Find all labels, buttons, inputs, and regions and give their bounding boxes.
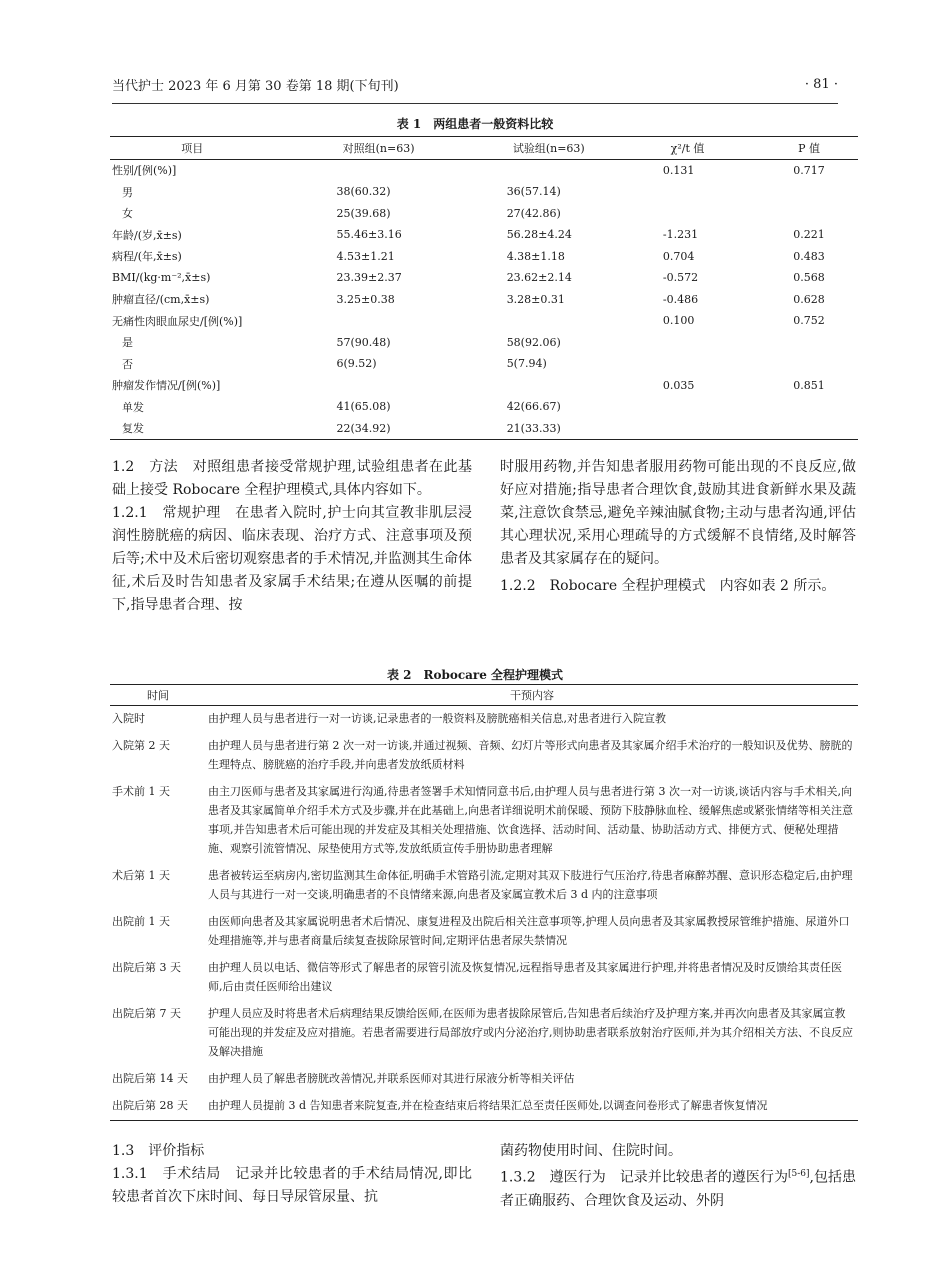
journal-info: 当代护士 2023 年 6 月第 30 卷第 18 期(下旬刊) <box>112 78 399 94</box>
table1-cell-stat: -0.486 <box>662 292 699 306</box>
table2-cell-time: 入院时 <box>112 712 145 725</box>
section-1-3-2-compliance <box>500 1163 856 1213</box>
table1-cell-test <box>483 159 615 181</box>
table1-cell-item: BMI/(kg·m⁻²,x̄±s) <box>112 271 211 285</box>
table2-header-row <box>110 685 858 706</box>
table1-row <box>110 396 858 418</box>
table1-row <box>110 418 858 440</box>
table1-cell-p: 0.483 <box>793 249 825 263</box>
table2-col-content: 干预内容 <box>206 685 858 706</box>
section-1-2-2-robocare: 1.2.2 Robocare 全程护理模式 内容如表 2 所示。 <box>500 578 836 594</box>
body-right-column-2 <box>500 1140 856 1213</box>
table1-row <box>110 289 858 311</box>
table1-row <box>110 332 858 354</box>
table1-row <box>110 267 858 289</box>
table1-col-test: 试验组(n=63) <box>483 137 615 160</box>
table1-cell-item: 是 <box>122 336 133 350</box>
table2-row <box>110 733 858 779</box>
table1-cell-control: 23.39±2.37 <box>336 271 402 285</box>
table1-cell-p <box>760 396 858 418</box>
table2-col-time: 时间 <box>110 685 206 706</box>
table2-cell-time: 入院第 2 天 <box>112 739 170 752</box>
table1-cell-test: 56.28±4.24 <box>506 228 572 242</box>
table1-cell-p <box>760 353 858 375</box>
table1-cell-test: 5(7.94) <box>506 357 547 371</box>
section-1-3-heading: 1.3 评价指标 <box>112 1143 205 1159</box>
table1-cell-item: 肿瘤发作情况/[例(%)] <box>112 379 221 393</box>
table1-cell-stat <box>615 353 760 375</box>
table1-cell-control: 55.46±3.16 <box>336 228 402 242</box>
compliance-text-a: 1.3.2 遵医行为 记录并比较患者的遵医行为 <box>500 1169 788 1186</box>
table2-row <box>110 1066 858 1093</box>
section-1-2-1-routine-care: 1.2.1 常规护理 在患者入院时,护士向其宣教非肌层浸润性膀胱癌的病因、临床表现、治疗方式、注意事项及预后等;术中及术后密切观察患者的手术情况,并监测其生命体征,术后及时告知患者及家属手术结果;在遵从医嘱的前提下,指导患者合理、按 <box>112 505 472 613</box>
table1-cell-stat <box>615 418 760 440</box>
table1-cell-stat <box>615 332 760 354</box>
table1-cell-stat <box>615 203 760 225</box>
table1 <box>110 136 858 440</box>
table2-row <box>110 909 858 955</box>
table1-row <box>110 224 858 246</box>
section-1-2-method: 1.2 方法 对照组患者接受常规护理,试验组患者在此基础上接受 Robocare 全程护理模式,具体内容如下。 <box>112 459 472 498</box>
table1-cell-stat: 0.035 <box>662 378 695 392</box>
table1-cell-control: 22(34.92) <box>275 418 483 440</box>
table1-cell-item: 年龄/(岁,x̄±s) <box>112 228 182 242</box>
table1-cell-test: 58(92.06) <box>506 335 561 349</box>
table1-cell-control: 41(65.08) <box>336 400 391 414</box>
table2-row <box>110 1001 858 1066</box>
table1-col-p: P 值 <box>760 137 858 160</box>
table1-cell-item: 否 <box>122 357 133 371</box>
table1-row <box>110 159 858 181</box>
surgical-outcome-continued: 菌药物使用时间、住院时间。 <box>500 1143 682 1159</box>
table1-cell-test <box>483 310 615 332</box>
table1-cell-test: 36(57.14) <box>506 185 561 199</box>
table2-cell-content: 由护理人员以电话、微信等形式了解患者的尿管引流及恢复情况,远程指导患者及其家属进行护理,并将患者情况及时反馈给其责任医师,后由责任医师给出建议 <box>208 961 842 993</box>
table1-cell-stat: 0.100 <box>662 314 695 328</box>
table1-cell-control: 6(9.52) <box>336 357 377 371</box>
table1-title: 表 1 两组患者一般资料比较 <box>396 117 554 131</box>
table1-cell-test: 21(33.33) <box>483 418 615 440</box>
table1-cell-control: 25(39.68) <box>336 206 391 220</box>
table1-cell-stat <box>615 396 760 418</box>
table1-cell-test: 42(66.67) <box>506 400 561 414</box>
header-rule <box>112 103 838 104</box>
table2-cell-content: 由护理人员与患者进行第 2 次一对一访谈,并通过视频、音频、幻灯片等形式向患者及其家属介绍手术治疗的一般知识及优势、膀胱的生理特点、膀胱癌的治疗手段,并向患者发放纸质材料 <box>208 739 853 771</box>
table1-cell-p <box>760 181 858 203</box>
table2-cell-content: 由护理人员了解患者膀胱改善情况,并联系医师对其进行尿液分析等相关评估 <box>208 1072 575 1085</box>
table1-row <box>110 203 858 225</box>
table2-cell-time: 出院后第 3 天 <box>112 961 181 974</box>
table1-cell-test: 23.62±2.14 <box>506 271 572 285</box>
table1-cell-item: 无痛性肉眼血尿史/[例(%)] <box>112 314 243 328</box>
table1-cell-p: 0.752 <box>793 314 825 328</box>
table1-cell-item: 性别/[例(%)] <box>112 164 177 178</box>
table1-row <box>110 181 858 203</box>
table1-header-row <box>110 137 858 160</box>
table1-cell-stat: 0.704 <box>662 249 695 263</box>
table1-row <box>110 375 858 397</box>
table1-cell-control: 3.25±0.38 <box>336 292 395 306</box>
table1-cell-p <box>760 332 858 354</box>
table1-cell-stat <box>615 181 760 203</box>
table2-cell-time: 出院前 1 天 <box>112 915 170 928</box>
citation-ref: [5-6] <box>787 1169 810 1179</box>
table2-cell-time: 出院后第 14 天 <box>112 1072 188 1085</box>
table2-cell-time: 术后第 1 天 <box>112 869 170 882</box>
table2-cell-content: 患者被转运至病房内,密切监测其生命体征,明确手术管路引流,定期对其双下肢进行气压治疗,待患者麻醉苏醒、意识形态稳定后,由护理人员与其进行一对一交谈,明确患者的不良情绪来源,向患者及家属宣教术后 3 d 内的注意事项 <box>208 869 853 901</box>
table1-cell-item: 女 <box>122 207 133 221</box>
table2-cell-content: 由医师向患者及其家属说明患者术后情况、康复进程及出院后相关注意事项等,护理人员向患者及其家属教授尿管维护措施、尿道外口处理措施等,并与患者商量后续复查拔除尿管时间,定期评估患者尿失禁情况 <box>208 915 850 947</box>
running-header <box>112 72 838 96</box>
table2-row <box>110 706 858 734</box>
table2-row <box>110 955 858 1001</box>
table1-cell-test: 27(42.86) <box>506 206 561 220</box>
page-number: · 81 · <box>804 76 838 92</box>
table1-cell-item: 单发 <box>122 400 144 414</box>
table1-cell-test: 3.28±0.31 <box>506 292 565 306</box>
routine-care-continued: 时服用药物,并告知患者服用药物可能出现的不良反应,做好应对措施;指导患者合理饮食,鼓励其进食新鲜水果及蔬菜,注意饮食禁忌,避免辛辣油腻食物;主动与患者沟通,评估其心理状况,采用心理疏导的方式缓解不良情绪,及时解答患者及其家属存在的疑问。 <box>500 459 856 567</box>
table1-cell-item: 病程/(年,x̄±s) <box>112 250 182 264</box>
body-right-column-1 <box>500 456 856 598</box>
table1-cell-p <box>760 203 858 225</box>
table1-cell-item: 男 <box>122 185 133 199</box>
table2-row <box>110 779 858 863</box>
table2-cell-time: 出院后第 28 天 <box>110 1093 206 1121</box>
table1-cell-control <box>275 375 483 397</box>
table1-cell-p: 0.717 <box>793 163 825 177</box>
table1-cell-stat: -0.572 <box>662 271 699 285</box>
table2-cell-time: 出院后第 7 天 <box>112 1007 181 1020</box>
table1-cell-p: 0.628 <box>793 292 825 306</box>
table1-cell-control: 38(60.32) <box>336 185 391 199</box>
table1-col-item: 项目 <box>110 137 275 160</box>
table2-row <box>110 863 858 909</box>
table1-cell-p <box>760 418 858 440</box>
table1-cell-p: 0.851 <box>793 378 825 392</box>
table1-cell-stat: 0.131 <box>662 163 695 177</box>
table1-cell-item: 肿瘤直径/(cm,x̄±s) <box>112 293 210 307</box>
table2-cell-time: 手术前 1 天 <box>112 785 170 798</box>
body-left-column-2 <box>112 1140 472 1209</box>
table1-cell-control: 4.53±1.21 <box>336 249 395 263</box>
table2-cell-content: 由主刀医师与患者及其家属进行沟通,待患者签署手术知情同意书后,由护理人员与患者进行第 3 次一对一访谈,谈话内容与手术相关,向患者及其家属简单介绍手术方式及步骤,并在此基础上,向患者详细说明术前保暖、预防下肢静脉血栓、缓解焦虑或紧张情绪等相关注意事项,并告知患者术后可能出现的并发症及其相关处理措施、饮食选择、活动时间、活动量、协助活动方式、排便方式、便秘处理措施、观察引流管情况、尿垫使用方式等,发放纸质宣传手册协助患者理解 <box>208 785 853 855</box>
table1-cell-item: 复发 <box>110 418 275 440</box>
table1-row <box>110 246 858 268</box>
table1-cell-control <box>275 310 483 332</box>
section-1-3-1-surgical-outcome: 1.3.1 手术结局 记录并比较患者的手术结局情况,即比较患者首次下床时间、每日导尿管尿量、抗 <box>112 1166 472 1205</box>
table1-cell-test: 4.38±1.18 <box>506 249 565 263</box>
table1-cell-control: 57(90.48) <box>336 335 391 349</box>
table2-row <box>110 1093 858 1121</box>
table2-cell-content: 由护理人员提前 3 d 告知患者来院复查,并在检查结束后将结果汇总至责任医师处,以调查问卷形式了解患者恢复情况 <box>206 1093 858 1121</box>
table1-row <box>110 353 858 375</box>
table1-cell-test <box>483 375 615 397</box>
table1-cell-p: 0.568 <box>793 271 825 285</box>
body-left-column-1 <box>112 456 472 617</box>
table1-cell-control <box>275 159 483 181</box>
table1-cell-p: 0.221 <box>793 228 825 242</box>
table1-col-stat: χ²/t 值 <box>615 137 760 160</box>
table1-col-control: 对照组(n=63) <box>275 137 483 160</box>
compliance-text-b: ,包括患者正确服药、合理饮食及运动、外阴 <box>500 1169 857 1209</box>
table1-cell-stat: -1.231 <box>662 228 699 242</box>
table2-cell-content: 由护理人员与患者进行一对一访谈,记录患者的一般资料及膀胱癌相关信息,对患者进行入院宣教 <box>208 712 666 725</box>
table2-cell-content: 护理人员应及时将患者术后病理结果反馈给医师,在医师为患者拔除尿管后,告知患者后续治疗及护理方案,并再次向患者及其家属宣教可能出现的并发症及应对措施。若患者需要进行局部放疗或内分泌治疗,则协助患者联系放射治疗医师,并为其介绍相关方法、不良反应及解决措施 <box>208 1007 853 1058</box>
table2 <box>110 684 858 1121</box>
table2-title: 表 2 Robocare 全程护理模式 <box>386 668 564 682</box>
table1-row <box>110 310 858 332</box>
